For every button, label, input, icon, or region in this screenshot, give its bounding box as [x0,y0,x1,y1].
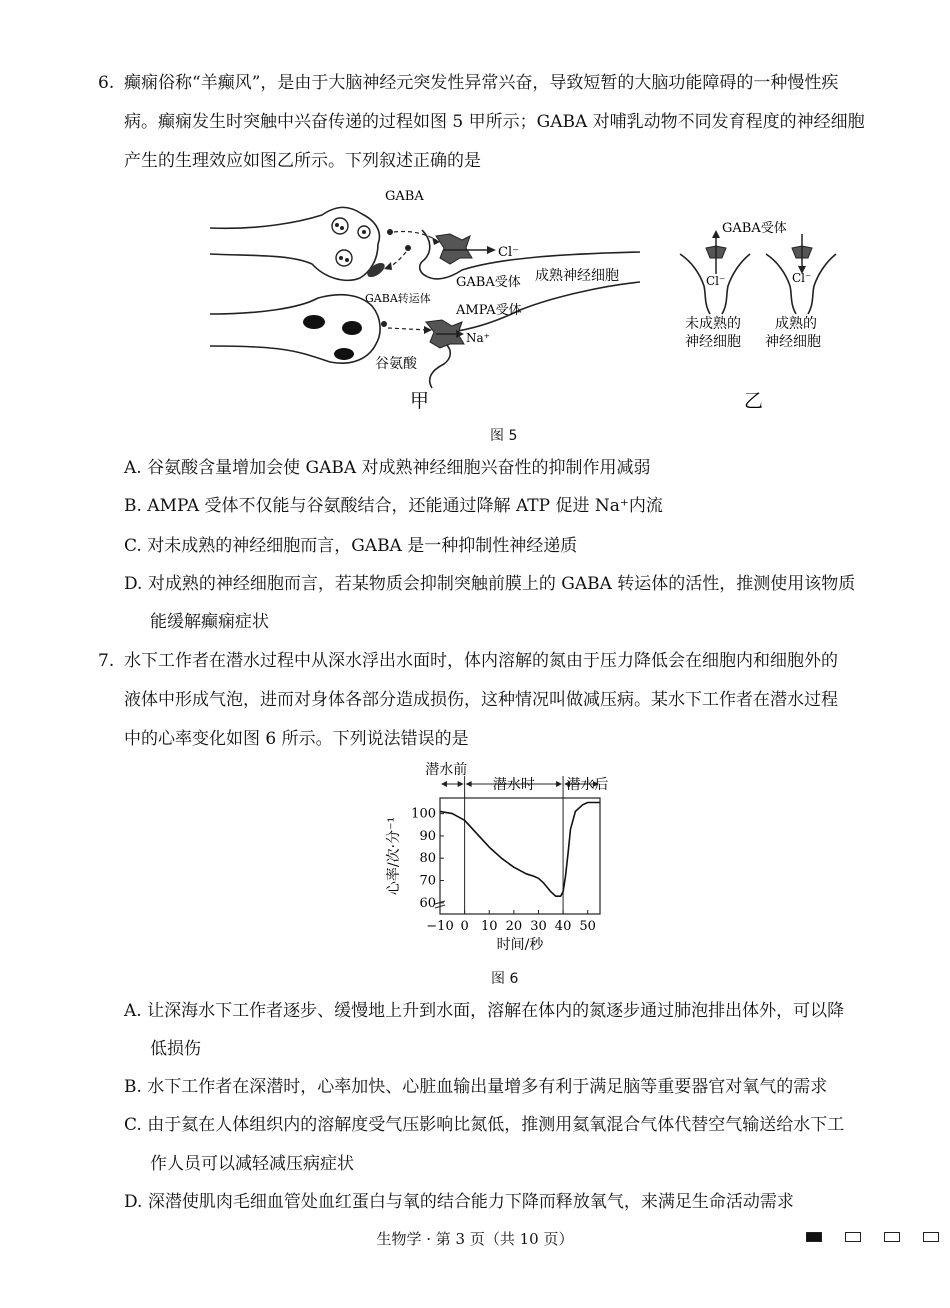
page-indicator [806,1232,822,1242]
page-indicator [845,1232,861,1242]
gaba-vesicle [336,250,352,266]
q6-option-b: B. AMPA 受体不仅能与谷氨酸结合，还能通过降解 ATP 促进 Na⁺内流 [124,496,663,516]
phase-label: 潜水后 [566,777,609,793]
phase-label: 潜水前 [425,762,468,778]
label-glutamate: 谷氨酸 [375,356,417,372]
q7-stem-line: 液体中形成气泡，进而对身体各部分造成损伤，这种情况叫做减压病。某水下工作者在潜水过程 [124,690,838,710]
label-ampa-receptor: AMPA受体 [456,303,522,318]
label-yi-cl-2: Cl⁻ [792,271,812,285]
q6-number: 6. [98,73,115,93]
heart-rate-line [440,803,600,897]
gaba-vesicle [358,226,370,238]
q7-option-c: C. 由于氦在人体组织内的溶解度受气压影响比氮低，推测用氦氧混合气体代替空气输送给水下工 [124,1115,845,1135]
x-tick-label: 50 [579,919,596,934]
phase-arrowhead [458,781,464,787]
x-tick-label: 0 [460,919,469,934]
gaba-vesicle [332,218,348,234]
figure-5 [200,182,860,417]
y-tick-label: 60 [419,895,436,911]
q7-stem-line: 中的心率变化如图 6 所示。下列说法错误的是 [124,729,469,749]
q7-option-a: A. 让深海水下工作者逐步、缓慢地上升到水面，溶解在体内的氮逐步通过肺泡排出体外，可以降 [124,1001,845,1021]
label-mature-2: 神经细胞 [765,334,821,350]
q6-stem-line: 病。癫痫发生时突触中兴奋传递的过程如图 5 甲所示；GABA 对哺乳动物不同发育程度的神经细胞 [124,112,865,132]
label-jia: 甲 [410,390,430,412]
label-gaba-receptor: GABA受体 [456,275,521,290]
plot-frame [440,798,600,914]
label-immature-2: 神经细胞 [685,334,741,350]
q6-stem-line: 癫痫俗称“羊癫风”，是由于大脑神经元突发性异常兴奋，导致短暂的大脑功能障碍的一种慢性疾 [124,73,839,93]
label-yi-gaba-receptor: GABA受体 [722,221,787,236]
y-tick-label: 80 [419,851,436,867]
q7-option-b: B. 水下工作者在深潜时，心率加快、心脏血输出量增多有利于满足脑等重要器官对氧气的需求 [124,1077,828,1097]
label-gaba: GABA [385,189,424,204]
label-cl: Cl⁻ [498,245,519,260]
page-footer: 生物学 · 第 3 页（共 10 页） [376,1230,574,1248]
heart-rate-chart [380,762,620,962]
q6-option-d-cont: 能缓解癫痫症状 [150,612,269,632]
y-axis-label: 心率/次·分⁻¹ [386,816,402,896]
page-indicator [884,1232,900,1242]
q6-option-d: D. 对成熟的神经细胞而言，若某物质会抑制突触前膜上的 GABA 转运体的活性，推测使用该物质 [124,574,856,594]
gaba-receptor [436,234,496,264]
q6-option-a: A. 谷氨酸含量增加会使 GABA 对成熟神经细胞兴奋性的抑制作用减弱 [124,458,651,478]
label-gaba-transporter: GABA转运体 [365,292,431,305]
q7-option-d: D. 深潜使肌肉毛细血管处血红蛋白与氧的结合能力下降而释放氧气，来满足生命活动需求 [124,1192,794,1212]
ampa-receptor [426,320,464,348]
q6-stem-line: 产生的生理效应如图乙所示。下列叙述正确的是 [124,151,481,171]
phase-label: 潜水时 [492,777,535,793]
figure-5-caption: 图 5 [490,428,518,444]
x-tick-label: −10 [426,919,454,934]
y-tick-label: 90 [419,828,436,844]
phase-arrowhead [556,781,562,787]
q6-option-c: C. 对未成熟的神经细胞而言，GABA 是一种抑制性神经递质 [124,536,578,556]
label-yi-cl-1: Cl⁻ [706,274,726,288]
page-indicator [923,1232,939,1242]
phase-arrowhead [441,781,447,787]
y-tick-label: 70 [419,873,436,889]
x-axis-label: 时间/秒 [496,937,544,953]
label-na: Na⁺ [466,331,490,345]
x-tick-label: 30 [530,919,547,934]
label-mature-1: 成熟的 [775,316,817,332]
x-tick-label: 40 [554,919,572,934]
figure-6-caption: 图 6 [491,971,519,987]
x-tick-label: 20 [505,919,523,934]
immature-neuron [680,230,750,314]
label-mature-cell: 成熟神经细胞 [535,268,619,284]
y-tick-label: 100 [411,806,436,822]
q7-option-a-cont: 低损伤 [150,1039,201,1059]
label-immature-1: 未成熟的 [685,316,741,332]
phase-arrowhead [466,781,472,787]
q7-option-c-cont: 作人员可以减轻减压病症状 [150,1154,354,1174]
q7-number: 7. [98,651,115,671]
q7-stem-line: 水下工作者在潜水过程中从深水浮出水面时，体内溶解的氮由于压力降低会在细胞内和细胞外的 [124,651,838,671]
label-yi: 乙 [744,390,764,412]
x-tick-label: 10 [480,919,498,934]
